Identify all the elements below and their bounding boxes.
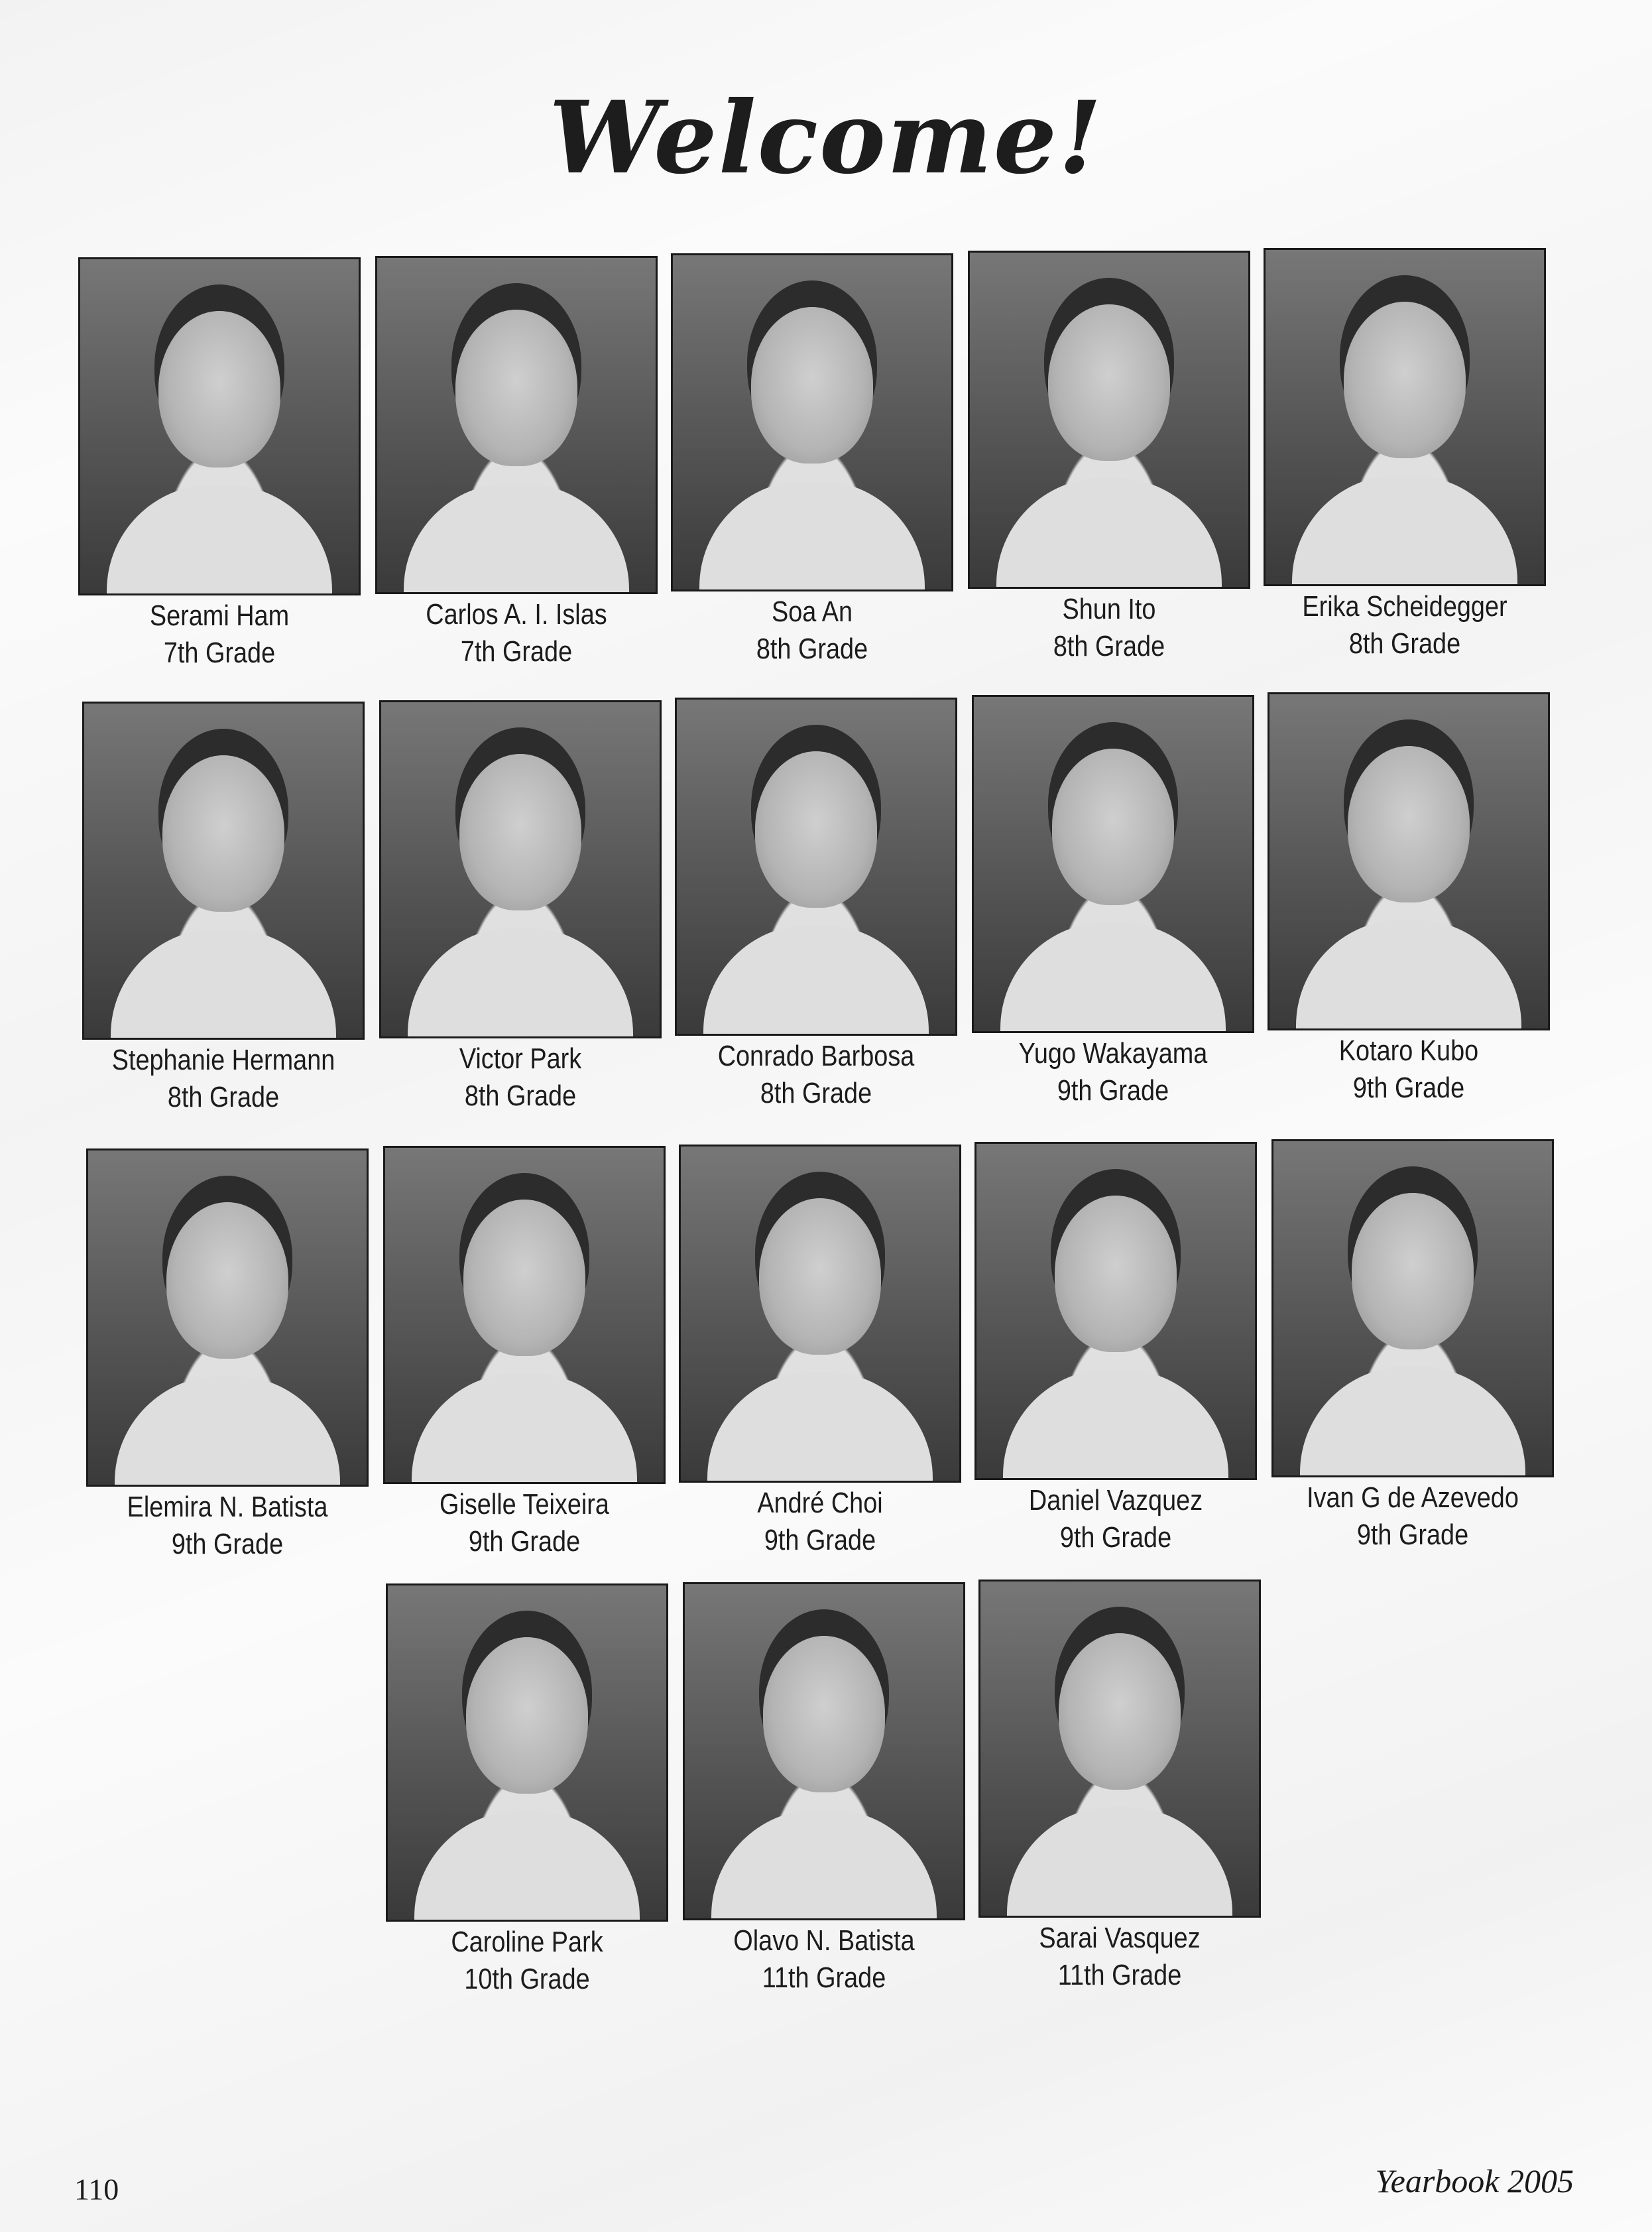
student-photo [978, 1580, 1261, 1918]
student-photo [671, 253, 953, 591]
student-photo [675, 698, 957, 1036]
student-name: Kotaro Kubo [1338, 1034, 1479, 1067]
student-photo [383, 1146, 666, 1484]
student-grade: 9th Grade [171, 1528, 284, 1560]
page-number: 110 [74, 2172, 119, 2206]
student-grade: 9th Grade [1352, 1072, 1465, 1104]
student-name: Soa An [771, 595, 853, 628]
student-photo [1264, 248, 1546, 586]
student-name: Conrado Barbosa [717, 1040, 915, 1072]
student-grade: 9th Grade [1356, 1519, 1469, 1551]
student-name: Olavo N. Batista [733, 1924, 915, 1957]
student-name: Stephanie Hermann [111, 1044, 335, 1076]
student-name: Ivan G de Azevedo [1307, 1481, 1519, 1514]
student-photo [386, 1583, 668, 1922]
student-photo [379, 700, 662, 1038]
student-photo [1271, 1139, 1554, 1477]
student-name: Shun Ito [1062, 593, 1156, 625]
student-photo [683, 1582, 965, 1920]
student-grade: 8th Grade [464, 1080, 577, 1112]
student-name: Erika Scheidegger [1302, 590, 1507, 623]
student-grade: 9th Grade [1059, 1521, 1172, 1554]
page-title: Welcome! [548, 80, 1104, 196]
student-grade: 7th Grade [163, 637, 276, 669]
student-name: Daniel Vazquez [1028, 1484, 1203, 1517]
student-photo [375, 256, 658, 594]
publication-title: Yearbook 2005 [1375, 2162, 1574, 2200]
student-name: Sarai Vasquez [1039, 1922, 1201, 1954]
student-grade: 9th Grade [468, 1525, 581, 1558]
student-photo [78, 257, 361, 595]
student-grade: 8th Grade [1053, 630, 1165, 662]
student-photo [972, 695, 1254, 1033]
student-grade: 8th Grade [760, 1077, 872, 1109]
student-name: Caroline Park [451, 1926, 603, 1958]
student-grade: 8th Grade [1348, 627, 1461, 660]
student-grade: 7th Grade [460, 635, 573, 668]
student-grade: 9th Grade [1057, 1074, 1169, 1107]
student-grade: 8th Grade [167, 1081, 280, 1113]
student-grade: 10th Grade [464, 1963, 590, 1995]
student-name: Yugo Wakayama [1018, 1037, 1208, 1070]
student-grade: 8th Grade [756, 633, 868, 665]
student-name: Elemira N. Batista [127, 1491, 328, 1523]
student-name: Carlos A. I. Islas [426, 598, 607, 631]
student-photo [82, 702, 365, 1040]
student-photo [86, 1148, 369, 1487]
student-grade: 11th Grade [762, 1961, 886, 1994]
student-photo [679, 1145, 961, 1483]
student-name: Serami Ham [149, 599, 290, 632]
student-grade: 11th Grade [1057, 1959, 1182, 1991]
student-grade: 9th Grade [764, 1524, 876, 1556]
student-photo [968, 251, 1250, 589]
student-name: Victor Park [459, 1042, 582, 1075]
student-photo [974, 1142, 1257, 1480]
student-name: André Choi [757, 1487, 883, 1519]
student-name: Giselle Teixeira [440, 1488, 609, 1520]
student-photo [1268, 692, 1550, 1030]
